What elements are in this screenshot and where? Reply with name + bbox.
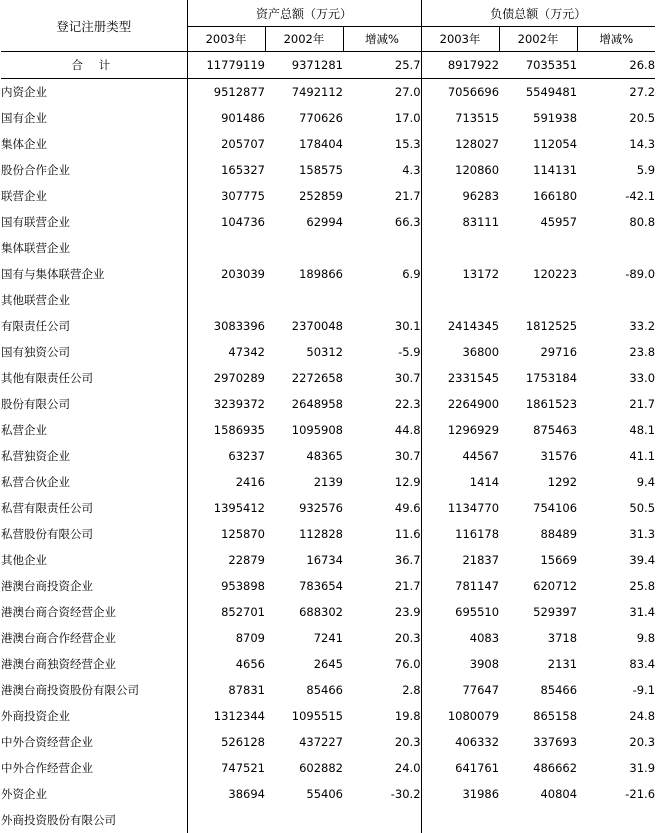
row-value-增减%: 6.9 [343,261,421,287]
table-row [1,651,655,677]
row-value-2003年 [187,287,265,313]
row-value-2003年: 1395412 [187,495,265,521]
table-row [1,781,655,807]
table-row [1,677,655,703]
table-row [1,391,655,417]
row-value-2002年: 2645 [265,651,343,677]
row-value-2002年: 55406 [265,781,343,807]
row-value-2003年: 120860 [421,157,499,183]
table-row [1,131,655,157]
row-value-2002年: 62994 [265,209,343,235]
row-value-2002年 [265,235,343,261]
row-value-2002年: 529397 [499,599,577,625]
row-label: 其他联营企业 [1,287,187,313]
row-value-2003年: 307775 [187,183,265,209]
row-value-2003年: 3239372 [187,391,265,417]
row-value-2002年: 2139 [265,469,343,495]
row-value-2002年: 5549481 [499,79,577,106]
table-row [1,365,655,391]
row-value-2002年: 1861523 [499,391,577,417]
table-row [1,521,655,547]
row-value-增减%: 41.1 [577,443,655,469]
row-value-增减% [343,235,421,261]
row-label: 中外合资经营企业 [1,729,187,755]
row-value-增减%: 21.7 [577,391,655,417]
row-value-增减%: 24.0 [343,755,421,781]
row-value-2002年: 40804 [499,781,577,807]
row-label: 港澳台商投资股份有限公司 [1,677,187,703]
row-value-2002年: 85466 [265,677,343,703]
row-value-增减%: 5.9 [577,157,655,183]
row-value-2003年: 38694 [187,781,265,807]
row-value-增减%: 31.3 [577,521,655,547]
row-value-2003年: 526128 [187,729,265,755]
table-row [1,703,655,729]
table-row [1,625,655,651]
row-label: 中外合作经营企业 [1,755,187,781]
row-value-2003年: 1080079 [421,703,499,729]
row-value-增减%: 23.9 [343,599,421,625]
row-value-2003年: 2264900 [421,391,499,417]
row-value-2002年: 178404 [265,131,343,157]
row-value-2003年: 781147 [421,573,499,599]
table-row [1,807,655,833]
row-label: 私营独资企业 [1,443,187,469]
row-value-增减%: 17.0 [343,105,421,131]
row-value-增减%: 66.3 [343,209,421,235]
row-value-2003年: 953898 [187,573,265,599]
row-label: 有限责任公司 [1,313,187,339]
row-label: 内资企业 [1,79,187,106]
row-value-2002年: 602882 [265,755,343,781]
row-value-增减%: 30.1 [343,313,421,339]
row-value-增减%: 30.7 [343,365,421,391]
row-value-增减%: 33.0 [577,365,655,391]
row-value-增减%: 76.0 [343,651,421,677]
row-value-增减%: 9.8 [577,625,655,651]
row-value-增减%: -9.1 [577,677,655,703]
row-value-2002年 [499,807,577,833]
row-value-2002年 [499,235,577,261]
header-col-liab-change: 增减% [577,27,655,52]
row-value-2003年: 96283 [421,183,499,209]
row-label: 国有独资公司 [1,339,187,365]
row-value-2003年: 31986 [421,781,499,807]
row-label: 股份合作企业 [1,157,187,183]
table-row [1,339,655,365]
row-value-2002年: 783654 [265,573,343,599]
row-value-2002年: 88489 [499,521,577,547]
row-value-2002年: 16734 [265,547,343,573]
row-value-增减%: 21.7 [343,183,421,209]
row-value-2003年: 13172 [421,261,499,287]
row-value-2002年: 591938 [499,105,577,131]
row-value-增减%: 9.4 [577,469,655,495]
row-value-2003年: 4083 [421,625,499,651]
row-value-2003年: 641761 [421,755,499,781]
row-value-2003年: 104736 [187,209,265,235]
row-value-增减% [577,807,655,833]
row-value-2002年 [265,807,343,833]
row-value-2003年: 2414345 [421,313,499,339]
row-value-2003年: 747521 [187,755,265,781]
row-value-2002年: 932576 [265,495,343,521]
header-col-liab-2002: 2002年 [499,27,577,52]
row-value-增减%: 11.6 [343,521,421,547]
row-value-增减%: -21.6 [577,781,655,807]
row-value-2003年 [187,235,265,261]
header-col-assets-2003: 2003年 [187,27,265,52]
row-label: 联营企业 [1,183,187,209]
row-value-2003年: 2331545 [421,365,499,391]
row-value-增减%: 20.5 [577,105,655,131]
row-value-2002年: 1292 [499,469,577,495]
row-value-2003年: 1414 [421,469,499,495]
row-value-2002年: 48365 [265,443,343,469]
row-label: 私营有限责任公司 [1,495,187,521]
row-value-2002年: 31576 [499,443,577,469]
row-value-增减%: 2.8 [343,677,421,703]
row-value-2002年: 112828 [265,521,343,547]
table-row [1,755,655,781]
table-row [1,105,655,131]
row-value-增减%: 19.8 [343,703,421,729]
row-value-增减%: 49.6 [343,495,421,521]
row-value-增减%: 20.3 [577,729,655,755]
row-value-2002年: 120223 [499,261,577,287]
table-row [1,729,655,755]
row-label: 其他有限责任公司 [1,365,187,391]
row-value-增减%: 44.8 [343,417,421,443]
row-value-2003年: 4656 [187,651,265,677]
row-value-2003年: 83111 [421,209,499,235]
row-value-增减%: 30.7 [343,443,421,469]
row-value-2003年: 11779119 [187,52,265,79]
table-header-group-row [1,0,655,27]
row-value-2002年: 7035351 [499,52,577,79]
row-value-2003年: 87831 [187,677,265,703]
row-value-增减%: 25.8 [577,573,655,599]
row-label: 外资企业 [1,781,187,807]
row-value-2002年: 1095515 [265,703,343,729]
row-value-2002年: 15669 [499,547,577,573]
row-value-2002年: 2272658 [265,365,343,391]
row-value-2003年: 3908 [421,651,499,677]
row-value-2003年: 36800 [421,339,499,365]
header-group-liabilities: 负债总额（万元） [421,0,655,27]
row-value-2003年: 2416 [187,469,265,495]
table-row [1,209,655,235]
header-col-assets-change: 增减% [343,27,421,52]
row-value-2002年: 50312 [265,339,343,365]
row-label: 集体联营企业 [1,235,187,261]
row-value-增减% [343,807,421,833]
row-value-2002年: 688302 [265,599,343,625]
row-value-增减% [577,287,655,313]
row-value-2002年: 865158 [499,703,577,729]
row-value-2002年: 1095908 [265,417,343,443]
row-value-2003年: 1296929 [421,417,499,443]
row-value-增减%: 21.7 [343,573,421,599]
row-value-2002年: 754106 [499,495,577,521]
row-value-2003年: 1134770 [421,495,499,521]
row-value-2003年: 695510 [421,599,499,625]
row-value-增减% [577,235,655,261]
row-value-2002年: 45957 [499,209,577,235]
table-row [1,261,655,287]
table-row [1,573,655,599]
header-group-assets: 资产总额（万元） [187,0,421,27]
table-row [1,52,655,79]
table-row [1,313,655,339]
row-value-2002年: 9371281 [265,52,343,79]
row-value-2002年: 252859 [265,183,343,209]
row-label: 股份有限公司 [1,391,187,417]
row-value-增减%: 23.8 [577,339,655,365]
row-value-增减%: 31.9 [577,755,655,781]
header-stub-label: 登记注册类型 [1,0,187,52]
row-value-2003年 [421,287,499,313]
row-label: 集体企业 [1,131,187,157]
row-value-增减%: 20.3 [343,729,421,755]
row-value-增减%: 24.8 [577,703,655,729]
row-value-2002年: 7492112 [265,79,343,106]
row-value-2002年: 1812525 [499,313,577,339]
row-value-增减%: 27.2 [577,79,655,106]
row-value-2002年 [265,287,343,313]
row-value-2002年: 2131 [499,651,577,677]
row-value-增减%: 15.3 [343,131,421,157]
table-row [1,183,655,209]
table-body [1,52,655,833]
row-value-2003年: 77647 [421,677,499,703]
row-value-2002年: 7241 [265,625,343,651]
table-row [1,287,655,313]
row-value-增减%: 48.1 [577,417,655,443]
row-value-2003年: 713515 [421,105,499,131]
row-value-增减%: 14.3 [577,131,655,157]
row-value-2002年: 337693 [499,729,577,755]
table-row [1,79,655,106]
row-value-2003年: 406332 [421,729,499,755]
row-label: 港澳台商独资经营企业 [1,651,187,677]
row-value-2003年: 22879 [187,547,265,573]
row-value-2003年: 128027 [421,131,499,157]
row-label: 国有与集体联营企业 [1,261,187,287]
row-value-增减%: 26.8 [577,52,655,79]
table-header [1,0,655,52]
row-value-增减%: 27.0 [343,79,421,106]
row-label: 其他企业 [1,547,187,573]
row-label: 合 计 [1,52,187,79]
table-row [1,495,655,521]
row-value-2003年: 8917922 [421,52,499,79]
row-value-2002年: 3718 [499,625,577,651]
row-value-2003年: 7056696 [421,79,499,106]
row-value-2002年: 1753184 [499,365,577,391]
row-value-2003年: 3083396 [187,313,265,339]
row-value-增减%: 33.2 [577,313,655,339]
table-row [1,157,655,183]
table-row [1,417,655,443]
row-value-2002年: 486662 [499,755,577,781]
row-value-2002年: 85466 [499,677,577,703]
row-value-2003年: 205707 [187,131,265,157]
row-value-2002年 [499,287,577,313]
row-label: 外商投资股份有限公司 [1,807,187,833]
row-value-增减%: 36.7 [343,547,421,573]
row-value-增减%: 20.3 [343,625,421,651]
row-value-2002年: 2370048 [265,313,343,339]
row-value-增减%: -5.9 [343,339,421,365]
row-value-2002年: 158575 [265,157,343,183]
row-value-2003年: 1586935 [187,417,265,443]
row-label: 私营企业 [1,417,187,443]
row-value-2003年: 901486 [187,105,265,131]
row-value-2002年: 770626 [265,105,343,131]
row-value-2002年: 620712 [499,573,577,599]
row-value-2003年: 116178 [421,521,499,547]
header-col-assets-2002: 2002年 [265,27,343,52]
row-value-增减%: 31.4 [577,599,655,625]
row-value-2002年: 875463 [499,417,577,443]
row-value-2003年: 44567 [421,443,499,469]
row-value-增减%: 25.7 [343,52,421,79]
row-value-2002年: 189866 [265,261,343,287]
row-value-增减%: 83.4 [577,651,655,677]
row-value-增减%: 80.8 [577,209,655,235]
row-label: 国有联营企业 [1,209,187,235]
statistics-table [1,0,655,833]
row-value-2003年: 125870 [187,521,265,547]
row-value-2003年: 1312344 [187,703,265,729]
row-value-2003年: 63237 [187,443,265,469]
table-row [1,443,655,469]
row-value-2002年: 437227 [265,729,343,755]
row-label: 港澳台商合资经营企业 [1,599,187,625]
row-value-2003年: 47342 [187,339,265,365]
row-value-2003年 [421,807,499,833]
row-value-2003年: 8709 [187,625,265,651]
row-value-2002年: 2648958 [265,391,343,417]
row-value-增减%: 12.9 [343,469,421,495]
row-label: 港澳台商合作经营企业 [1,625,187,651]
row-value-2003年: 2970289 [187,365,265,391]
row-value-2003年 [187,807,265,833]
row-value-2003年 [421,235,499,261]
row-label: 港澳台商投资企业 [1,573,187,599]
table-row [1,599,655,625]
row-value-增减%: -89.0 [577,261,655,287]
row-value-2002年: 114131 [499,157,577,183]
row-value-增减%: 22.3 [343,391,421,417]
row-value-增减%: 50.5 [577,495,655,521]
table-row [1,547,655,573]
row-value-2002年: 166180 [499,183,577,209]
row-value-2002年: 112054 [499,131,577,157]
row-value-增减%: 4.3 [343,157,421,183]
table-row [1,469,655,495]
row-value-增减%: 39.4 [577,547,655,573]
row-value-2003年: 203039 [187,261,265,287]
row-value-增减%: -42.1 [577,183,655,209]
header-col-liab-2003: 2003年 [421,27,499,52]
row-value-增减%: -30.2 [343,781,421,807]
row-value-2003年: 9512877 [187,79,265,106]
table-row [1,235,655,261]
row-label: 私营合伙企业 [1,469,187,495]
row-label: 外商投资企业 [1,703,187,729]
row-value-2003年: 852701 [187,599,265,625]
row-value-2003年: 165327 [187,157,265,183]
row-label: 私营股份有限公司 [1,521,187,547]
row-value-增减% [343,287,421,313]
row-value-2003年: 21837 [421,547,499,573]
row-value-2002年: 29716 [499,339,577,365]
row-label: 国有企业 [1,105,187,131]
